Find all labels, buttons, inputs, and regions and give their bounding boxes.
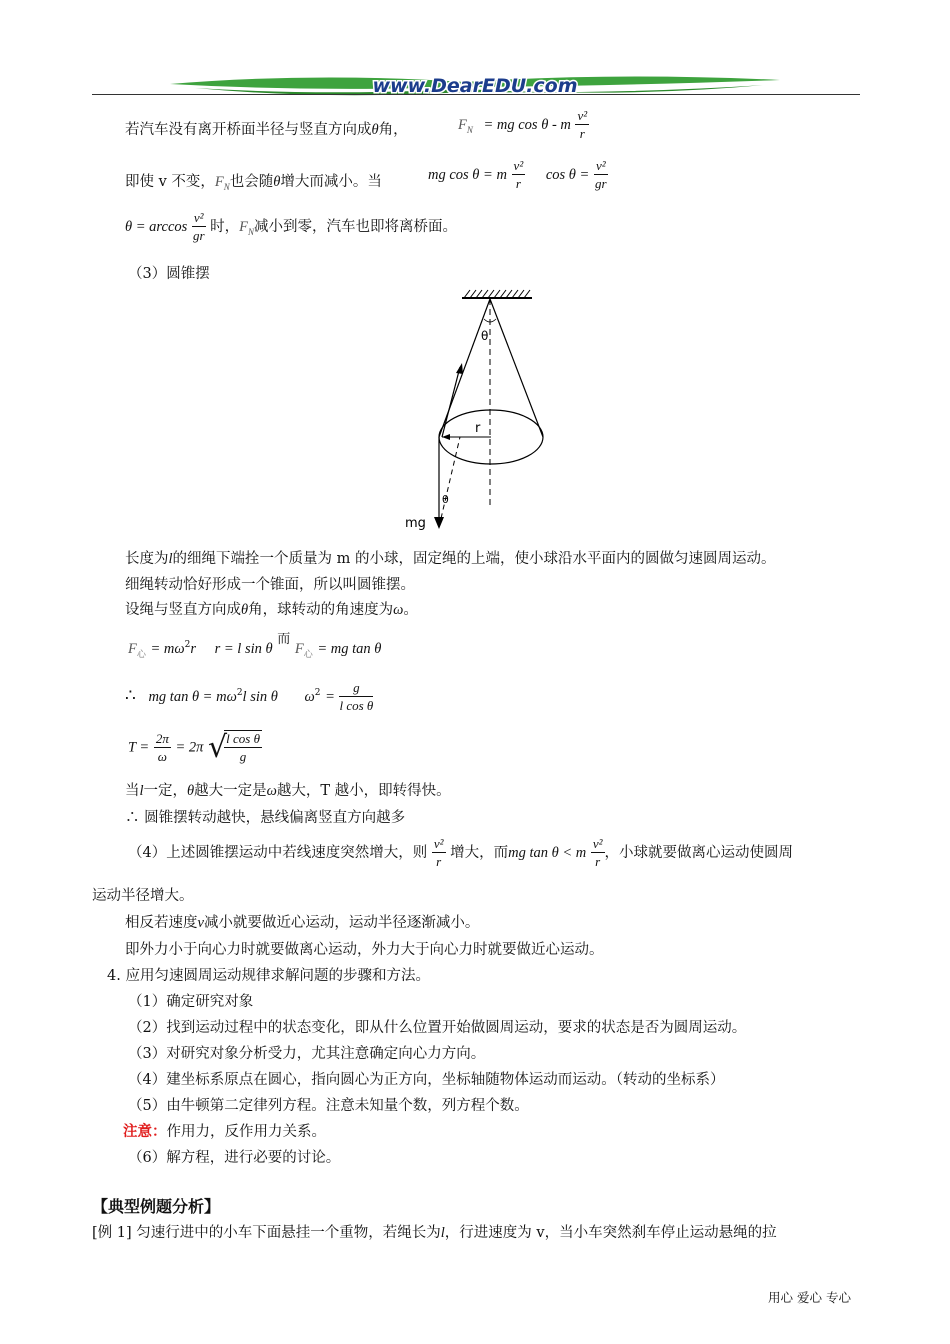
- step-2: （2）找到运动过程中的状态变化，即从什么位置开始做圆周运动，要求的状态是否为圆周运动。: [128, 1020, 747, 1036]
- example-1: [例 1] 匀速行进中的小车下面悬挂一个重物，若绳长为l，行进速度为 v，当小车突然刹车停止运动悬绳的拉: [92, 1225, 777, 1241]
- mg-label: mg: [405, 516, 426, 531]
- step-3: （3）对研究对象分析受力，尤其注意确定向心力方向。: [128, 1046, 486, 1062]
- conical-pendulum-diagram: [400, 285, 560, 540]
- paragraph-3: 设绳与竖直方向成θ角，球转动的角速度为ω。: [125, 602, 418, 618]
- step-4: （4）建坐标系原点在圆心，指向圆心为正方向，坐标轴随物体运动而运动。（转动的坐标系）: [128, 1072, 725, 1088]
- paragraph-1: 长度为l的细绳下端拴一个质量为 m 的小球，固定绳的上端，使小球沿水平面内的圆做匀速圆周运动。: [125, 551, 776, 567]
- heading-4: 4. 应用匀速圆周运动规律求解问题的步骤和方法。: [107, 968, 430, 984]
- logo-text: www.DearEDU.com: [372, 75, 578, 97]
- footer-text: 用心 爱心 专心: [768, 1290, 851, 1305]
- resultant-dashed: [439, 437, 460, 527]
- text-line-3: θ = arccos $\frac{\text{v²}}{gr}$ 时，$F_N$减小到零，汽车也即将离桥面。: [125, 210, 458, 243]
- subheading-conical-pendulum: （3）圆锥摆: [128, 266, 210, 282]
- header-rule: [92, 94, 860, 95]
- text-line-2: 即使 v 不变，$F_N$也会随θ增大而减小。当: [125, 174, 382, 192]
- string-left: [439, 299, 490, 437]
- equation-critical: mg cos θ = m $\frac{\text{v²}}{r}$ cos θ = $\frac{\text{v²}}{gr}$: [428, 158, 607, 191]
- note-label: 注意：: [123, 1123, 167, 1140]
- equation-fn: $F_N$ = mg cos θ - m $\frac{\text{v²}}{r}$: [458, 108, 588, 141]
- site-logo: [165, 70, 785, 102]
- paragraph-5: ∴ 圆锥摆转动越快，悬线偏离竖直方向越多: [125, 810, 406, 826]
- equation-period: T = $\frac{2\pi}{\omega}$ = 2π √ $\frac{\text{l cos θ}}{g}$: [128, 730, 260, 765]
- equation-centripetal: $F_心 = m\omega^2r$ r = l sin θ 而 $F_心$ = mg tan θ: [128, 632, 382, 660]
- text-line-1: 若汽车没有离开桥面半径与竖直方向成θ角，: [125, 122, 408, 138]
- paragraph-6: （4）上述圆锥摆运动中若线速度突然增大，则 $\frac{\text{v²}}{r}$ 增大，而mg tan θ < m $\frac{\text{v²}}{r}$ ，小球就要做离心运动使圆周: [128, 836, 794, 869]
- paragraph-4: 当l一定，θ越大一定是ω越大，T 越小，即转得快。: [125, 783, 451, 799]
- ceiling-hatch: [464, 290, 530, 298]
- tension-arrow: [442, 367, 460, 437]
- equation-omega: ∴ mg $\tan \theta = m\omega^2l$ sin θ $\omega^2$ = $\frac{g}{\text{l cos θ}}$: [125, 680, 374, 713]
- note: 注意：作用力，反作用力关系。: [123, 1123, 326, 1140]
- theta-top-label: θ: [481, 329, 489, 343]
- section-heading: 【典型例题分析】: [92, 1197, 221, 1216]
- paragraph-9: 即外力小于向心力时就要做离心运动，外力大于向心力时就要做近心运动。: [125, 942, 604, 958]
- paragraph-8: 相反若速度v减小就要做近心运动，运动半径逐渐减小。: [125, 915, 480, 931]
- step-1: （1）确定研究对象: [128, 994, 254, 1010]
- string-right: [490, 299, 543, 437]
- radius-label: r: [475, 421, 481, 436]
- step-6: （6）解方程，进行必要的讨论。: [128, 1150, 341, 1166]
- theta-bottom-label: θ: [442, 493, 449, 506]
- step-5: （5）由牛顿第二定律列方程。注意未知量个数，列方程个数。: [128, 1098, 529, 1114]
- paragraph-2: 细绳转动恰好形成一个锥面，所以叫圆锥摆。: [125, 577, 415, 593]
- paragraph-7: 运动半径增大。: [92, 888, 194, 904]
